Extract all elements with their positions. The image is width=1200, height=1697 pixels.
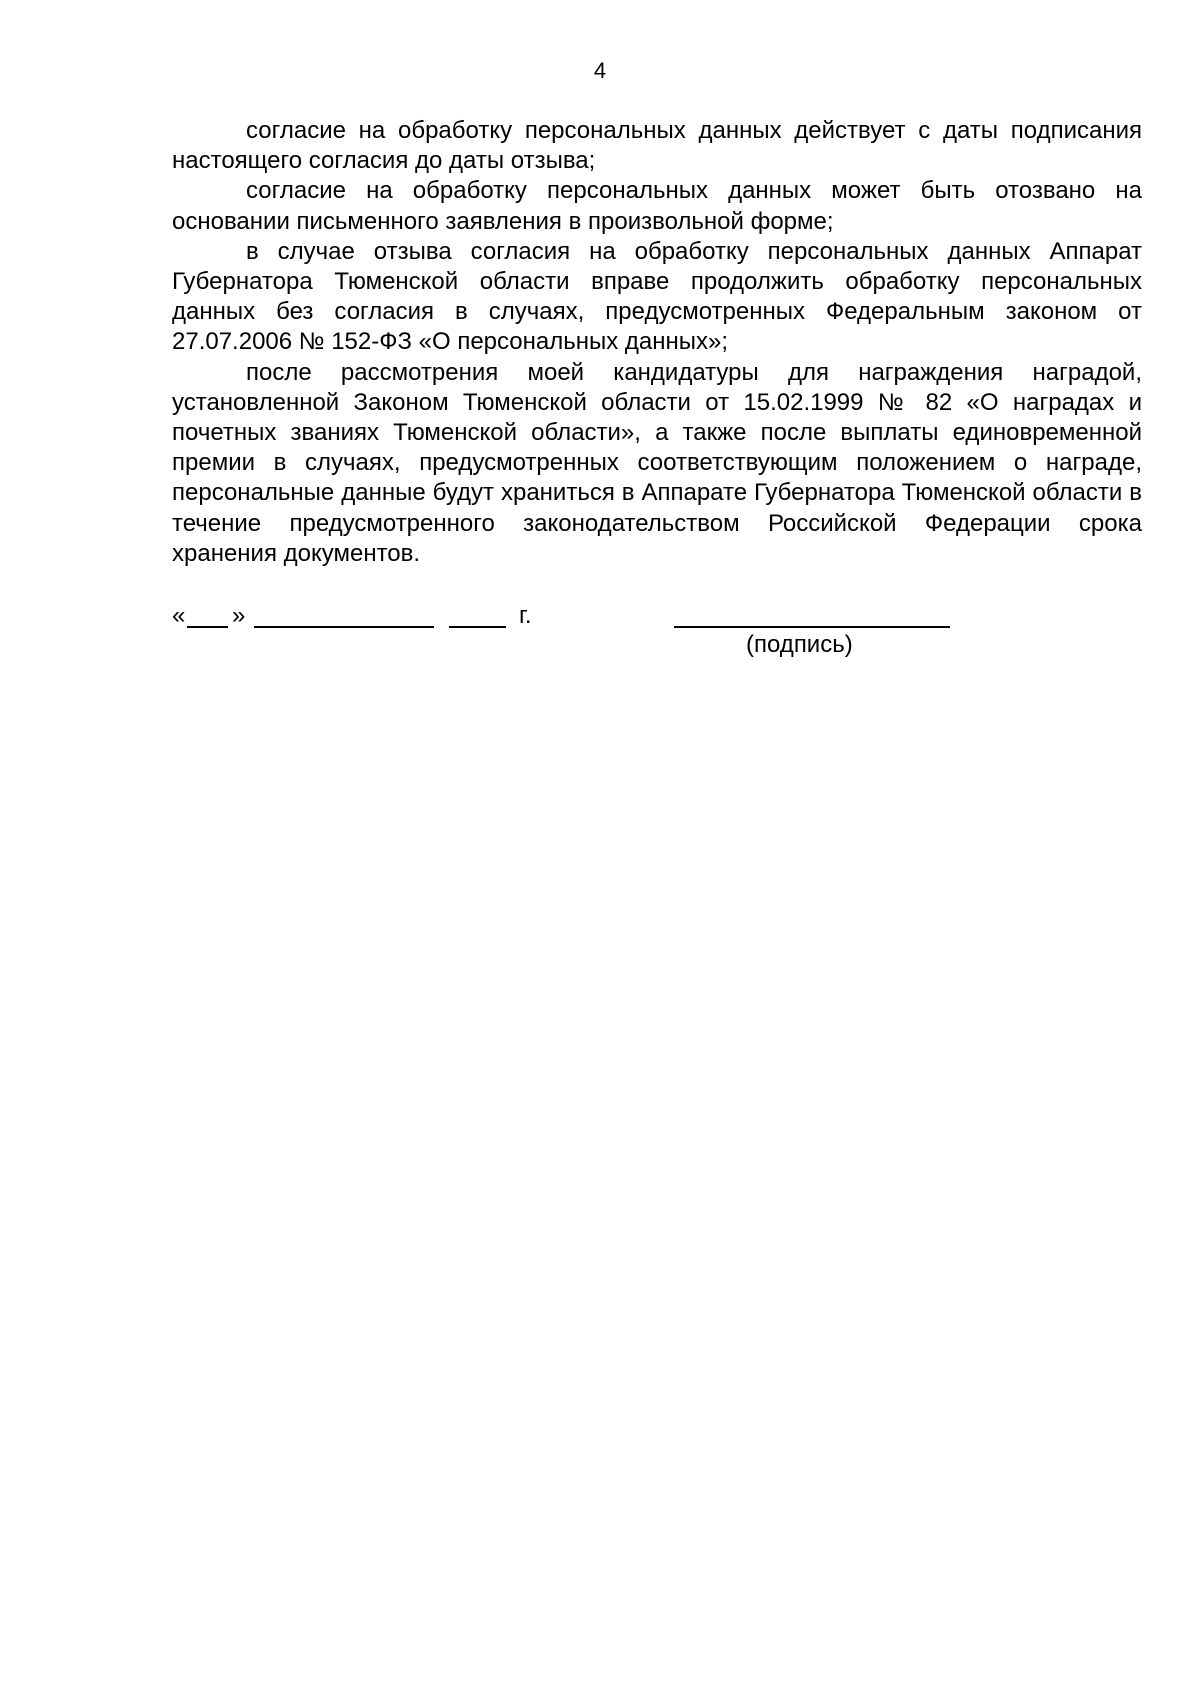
- year-blank-line: [449, 626, 506, 628]
- signature-caption: (подпись): [746, 631, 853, 658]
- signature-blank-line: [674, 626, 950, 628]
- day-blank-line: [187, 626, 228, 628]
- date-signature-line: [172, 601, 1152, 641]
- page-number: 4: [593, 58, 607, 83]
- document-body: [172, 116, 1142, 569]
- paragraph-consent-withdrawal: согласие на обработку персональных данных может быть отозвано на основании письменного заявления в произвольной форме;: [172, 177, 1142, 235]
- paragraph-processing-after-withdrawal: в случае отзыва согласия на обработку персональных данных Аппарат Губернатора Тюменской области вправе продолжить обработку персональных данных без согласия в случаях, предусмотренных Федеральным законом от 27.07.2006 № 152-ФЗ «О персональных данных»;: [172, 237, 1142, 356]
- date-open-quote: «: [172, 602, 186, 629]
- paragraph-data-storage: после рассмотрения моей кандидатуры для награждения наградой, установленной Законом Тюменской области от 15.02.1999 № 82 «О наградах и почетных званиях Тюменской области», а также после выплаты единовременной премии в случаях, предусмотренных соответствующим положением о награде, персональные данные будут храниться в Аппарате Губернатора Тюменской области в течение предусмотренного законодательством Российской Федерации срока хранения документов.: [172, 358, 1142, 567]
- year-suffix: г.: [519, 602, 532, 629]
- paragraph-consent-validity: согласие на обработку персональных данных действует с даты подписания настоящего согласия до даты отзыва;: [172, 117, 1142, 175]
- date-close-quote: »: [232, 602, 246, 629]
- month-blank-line: [254, 626, 434, 628]
